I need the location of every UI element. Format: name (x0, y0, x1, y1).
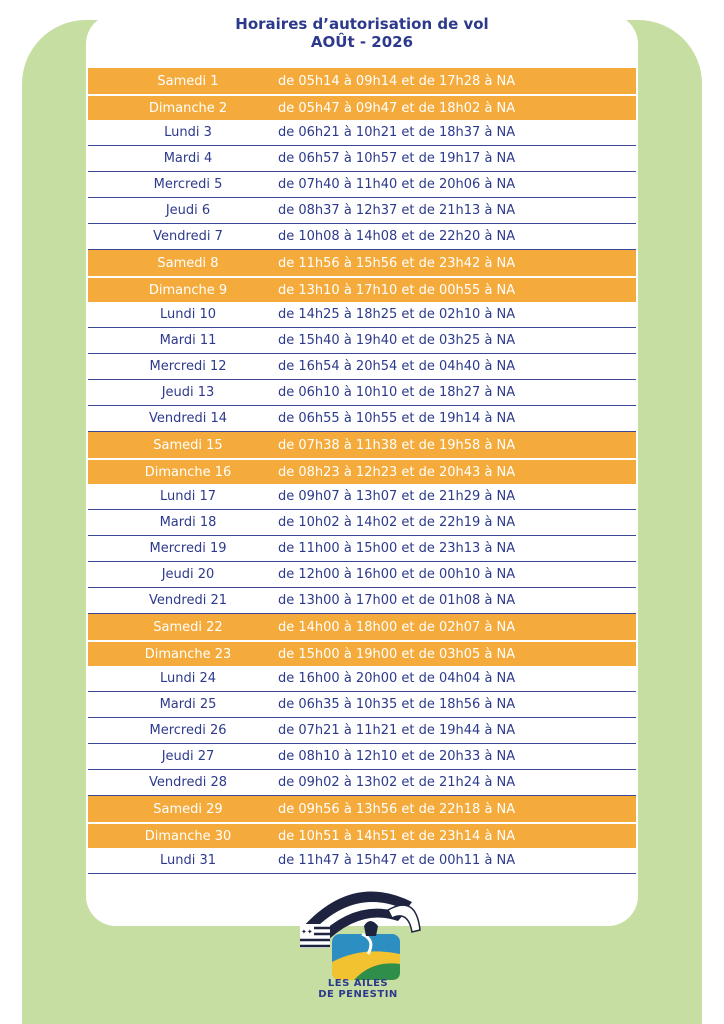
row-hours: de 15h00 à 19h00 et de 03h05 à NA (278, 646, 516, 662)
schedule-row (88, 692, 636, 718)
schedule-row (88, 406, 636, 432)
schedule-row (88, 172, 636, 198)
schedule-row (88, 588, 636, 614)
schedule-row (88, 328, 636, 354)
row-day: Samedi 15 (153, 437, 223, 453)
row-day: Dimanche 9 (148, 282, 228, 298)
row-day: Lundi 10 (159, 307, 217, 322)
row-hours: de 06h55 à 10h55 et de 19h14 à NA (278, 411, 516, 426)
row-day: Mardi 25 (159, 697, 217, 712)
schedule-row (88, 458, 636, 484)
schedule-row (88, 614, 636, 640)
schedule-row (88, 354, 636, 380)
title-line-2: AOÛt - 2026 (310, 33, 414, 51)
row-hours: de 05h14 à 09h14 et de 17h28 à NA (278, 73, 516, 89)
schedule-row (88, 302, 636, 328)
row-hours: de 12h00 à 16h00 et de 00h10 à NA (278, 567, 516, 582)
schedule-row (88, 250, 636, 276)
row-hours: de 10h51 à 14h51 et de 23h14 à NA (278, 828, 516, 844)
schedule-row (88, 94, 636, 120)
row-hours: de 08h37 à 12h37 et de 21h13 à NA (278, 203, 516, 218)
row-day: Vendredi 21 (149, 593, 227, 608)
row-hours: de 15h40 à 19h40 et de 03h25 à NA (278, 333, 516, 348)
row-day: Lundi 17 (159, 489, 217, 504)
schedule-table (88, 68, 636, 874)
row-hours: de 06h35 à 10h35 et de 18h56 à NA (278, 697, 516, 712)
row-day: Samedi 29 (153, 801, 223, 817)
row-hours: de 11h56 à 15h56 et de 23h42 à NA (278, 255, 516, 271)
schedule-row (88, 484, 636, 510)
schedule-row (88, 562, 636, 588)
schedule-row (88, 120, 636, 146)
row-day: Dimanche 16 (144, 464, 232, 480)
row-hours: de 06h10 à 10h10 et de 18h27 à NA (278, 385, 516, 400)
schedule-row (88, 718, 636, 744)
schedule-row (88, 68, 636, 94)
schedule-row (88, 146, 636, 172)
row-hours: de 09h07 à 13h07 et de 21h29 à NA (278, 489, 516, 504)
row-day: Jeudi 27 (161, 749, 215, 764)
page-title (86, 15, 638, 51)
row-day: Mercredi 26 (149, 723, 227, 738)
schedule-row (88, 640, 636, 666)
schedule-row (88, 666, 636, 692)
row-day: Dimanche 30 (144, 828, 232, 844)
row-day: Mardi 18 (159, 515, 217, 530)
logo-line-2: DE PENESTIN (318, 989, 398, 1000)
title-line-1: Horaires d’autorisation de vol (235, 15, 489, 33)
row-hours: de 13h10 à 17h10 et de 00h55 à NA (278, 282, 516, 298)
row-day: Mardi 11 (159, 333, 217, 348)
schedule-row (88, 432, 636, 458)
row-hours: de 16h00 à 20h00 et de 04h04 à NA (278, 671, 516, 686)
row-hours: de 08h23 à 12h23 et de 20h43 à NA (278, 464, 516, 480)
row-day: Mardi 4 (163, 151, 213, 166)
row-day: Samedi 22 (153, 619, 223, 635)
schedule-row (88, 510, 636, 536)
row-day: Vendredi 14 (149, 411, 227, 426)
row-day: Mercredi 5 (153, 177, 223, 192)
logo-line-1: LES AILES (327, 978, 389, 989)
row-day: Dimanche 2 (148, 100, 228, 116)
row-hours: de 11h00 à 15h00 et de 23h13 à NA (278, 541, 516, 556)
schedule-row (88, 796, 636, 822)
row-hours: de 14h00 à 18h00 et de 02h07 à NA (278, 619, 516, 635)
svg-text:✦✦: ✦✦ (301, 928, 313, 936)
row-hours: de 10h08 à 14h08 et de 22h20 à NA (278, 229, 516, 244)
row-hours: de 09h56 à 13h56 et de 22h18 à NA (278, 801, 516, 817)
row-day: Jeudi 20 (161, 567, 215, 582)
schedule-row (88, 770, 636, 796)
schedule-row (88, 744, 636, 770)
row-hours: de 10h02 à 14h02 et de 22h19 à NA (278, 515, 516, 530)
row-day: Lundi 3 (164, 125, 212, 140)
schedule-row (88, 822, 636, 848)
schedule-row (88, 848, 636, 874)
schedule-row (88, 198, 636, 224)
row-hours: de 05h47 à 09h47 et de 18h02 à NA (278, 100, 516, 116)
row-hours: de 08h10 à 12h10 et de 20h33 à NA (278, 749, 516, 764)
row-day: Lundi 31 (159, 853, 217, 868)
row-hours: de 06h57 à 10h57 et de 19h17 à NA (278, 151, 516, 166)
row-day: Samedi 1 (157, 73, 219, 89)
row-hours: de 07h40 à 11h40 et de 20h06 à NA (278, 177, 516, 192)
row-hours: de 06h21 à 10h21 et de 18h37 à NA (278, 125, 516, 140)
row-hours: de 11h47 à 15h47 et de 00h11 à NA (278, 853, 516, 868)
row-day: Vendredi 7 (153, 229, 223, 244)
row-hours: de 09h02 à 13h02 et de 21h24 à NA (278, 775, 516, 790)
row-day: Mercredi 19 (149, 541, 227, 556)
row-day: Jeudi 13 (161, 385, 215, 400)
schedule-row (88, 276, 636, 302)
row-day: Samedi 8 (157, 255, 219, 271)
schedule-row (88, 224, 636, 250)
schedule-row (88, 536, 636, 562)
logo-text (298, 978, 418, 1000)
row-hours: de 07h38 à 11h38 et de 19h58 à NA (278, 437, 516, 453)
row-day: Dimanche 23 (144, 646, 232, 662)
row-hours: de 16h54 à 20h54 et de 04h40 à NA (278, 359, 516, 374)
schedule-row (88, 380, 636, 406)
row-day: Vendredi 28 (149, 775, 227, 790)
row-hours: de 07h21 à 11h21 et de 19h44 à NA (278, 723, 516, 738)
row-hours: de 14h25 à 18h25 et de 02h10 à NA (278, 307, 516, 322)
row-day: Mercredi 12 (149, 359, 227, 374)
row-hours: de 13h00 à 17h00 et de 01h08 à NA (278, 593, 516, 608)
row-day: Lundi 24 (159, 671, 217, 686)
row-day: Jeudi 6 (165, 203, 211, 218)
